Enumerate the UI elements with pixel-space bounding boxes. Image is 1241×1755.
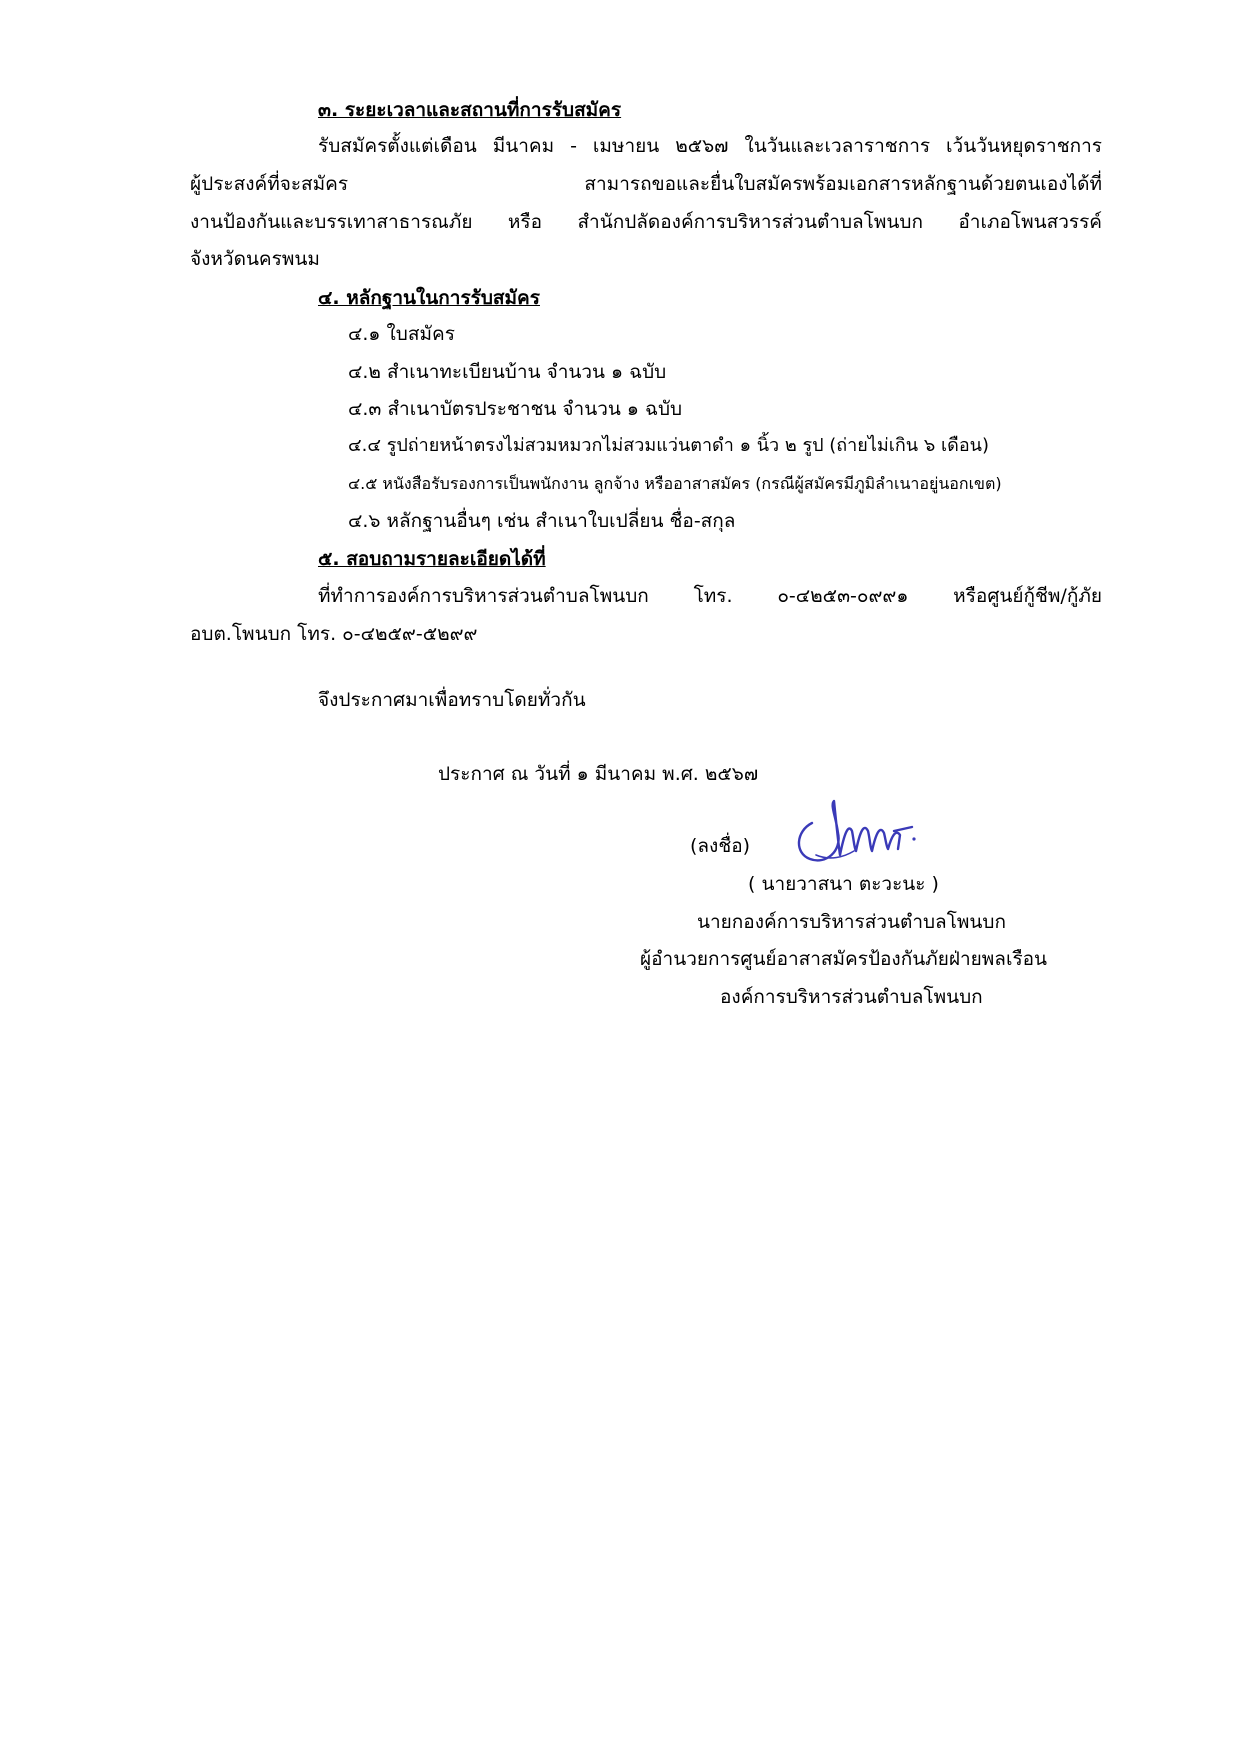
closing-text: จึงประกาศมาเพื่อทราบโดยทั่วกัน <box>318 689 586 711</box>
section3-line3: งานป้องกันและบรรเทาสาธารณภัย หรือ สำนักปลัดองค์การบริหารส่วนตำบลโพนบก อำเภอโพนสวรรค์ <box>190 211 1102 233</box>
section4-item: ๔.๒ สำเนาทะเบียนบ้าน จำนวน ๑ ฉบับ <box>348 361 667 383</box>
section3-line1: รับสมัครตั้งแต่เดือน มีนาคม - เมษายน ๒๕๖๗ ในวันและเวลาราชการ เว้นวันหยุดราชการ <box>318 135 1102 157</box>
section4-item: ๔.๑ ใบสมัคร <box>348 323 455 345</box>
section3-heading: ๓. ระยะเวลาและสถานที่การรับสมัคร <box>318 99 622 121</box>
signer-title-3: องค์การบริหารส่วนตำบลโพนบก <box>720 986 983 1008</box>
announcement-date: ประกาศ ณ วันที่ ๑ มีนาคม พ.ศ. ๒๕๖๗ <box>438 763 759 785</box>
section5-line1: ที่ทำการองค์การบริหารส่วนตำบลโพนบก โทร. ๐-๔๒๕๓-๐๙๙๑ หรือศูนย์กู้ชีพ/กู้ภัย <box>318 585 1102 607</box>
signer-title-1: นายกองค์การบริหารส่วนตำบลโพนบก <box>697 911 1006 933</box>
signer-name: ( นายวาสนา ตะวะนะ ) <box>748 873 939 895</box>
section4-item: ๔.๕ หนังสือรับรองการเป็นพนักงาน ลูกจ้าง หรืออาสาสมัคร (กรณีผู้สมัครมีภูมิลำเนาอยู่นอกเขต) <box>348 474 1002 493</box>
handwritten-signature <box>790 795 920 870</box>
section3-line4: จังหวัดนครพนม <box>190 248 320 270</box>
section5-line2: อบต.โพนบก โทร. ๐-๔๒๕๙-๕๒๙๙ <box>190 623 478 645</box>
section5-heading: ๕. สอบถามรายละเอียดได้ที่ <box>318 548 546 570</box>
section4-item: ๔.๓ สำเนาบัตรประชาชน จำนวน ๑ ฉบับ <box>348 398 683 420</box>
section3-line2: ผู้ประสงค์ที่จะสมัคร สามารถขอและยื่นใบสมัครพร้อมเอกสารหลักฐานด้วยตนเองได้ที่ <box>190 173 1102 195</box>
section4-heading: ๔. หลักฐานในการรับสมัคร <box>318 287 540 309</box>
signer-title-2: ผู้อำนวยการศูนย์อาสาสมัครป้องกันภัยฝ่ายพลเรือน <box>640 948 1048 970</box>
sign-label: (ลงชื่อ) <box>690 835 751 857</box>
section4-item: ๔.๖ หลักฐานอื่นๆ เช่น สำเนาใบเปลี่ยน ชื่อ-สกุล <box>348 510 736 532</box>
section4-item: ๔.๔ รูปถ่ายหน้าตรงไม่สวมหมวกไม่สวมแว่นตาดำ ๑ นิ้ว ๒ รูป (ถ่ายไม่เกิน ๖ เดือน) <box>348 435 989 456</box>
